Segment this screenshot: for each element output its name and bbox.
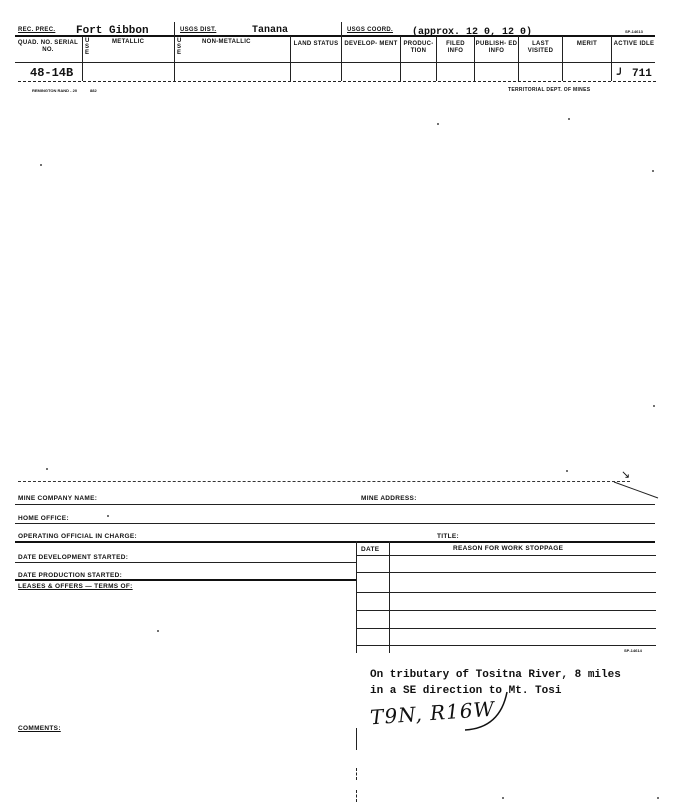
rec-prec-label: REC. PREC. (18, 27, 56, 33)
merit-label: MERIT (576, 41, 598, 47)
date-column-label: DATE (361, 546, 380, 553)
last-visited-label: LAST VISITED (527, 41, 554, 54)
use-label-metallic: U S E (85, 38, 90, 56)
printer-label: REMINGTON RAND - 20 (32, 88, 78, 93)
quad-value: 48-14B (30, 66, 74, 80)
metallic-label: METALLIC (112, 39, 145, 45)
location-note-line1: On tributary of Tositna River, 8 miles (370, 669, 621, 681)
active-idle-value: 711 (632, 68, 652, 80)
active-idle-label: ACTIVE IDLE (613, 41, 655, 47)
published-info-label: PUBLISH- ED INFO (475, 41, 518, 54)
lower-form-number: SP-14614 (624, 648, 642, 653)
corner-tick-mark: ↘ (621, 469, 631, 481)
nonmetallic-label: NON-METALLIC (202, 39, 251, 45)
leases-label: LEASES & OFFERS — TERMS OF: (18, 583, 133, 590)
header-form-number: SP-14613 (625, 29, 643, 34)
production-label: PRODUC- TION (403, 41, 434, 54)
handwritten-underline (455, 688, 515, 738)
usgs-coord-label: USGS COORD. (347, 27, 393, 33)
mine-address-label: MINE ADDRESS: (361, 495, 417, 502)
title-label: TITLE: (437, 533, 460, 540)
rec-prec-value: Fort Gibbon (76, 25, 149, 37)
handwritten-township-note: T9N, R16W (369, 696, 496, 730)
printer-code: 882 (90, 88, 97, 93)
usgs-coord-value: (approx. 12 0, 12 0) (412, 27, 533, 38)
land-status-label: LAND STATUS (293, 41, 339, 47)
home-office-label: HOME OFFICE: (18, 515, 69, 522)
corner-curve (612, 478, 662, 500)
agency-label: TERRITORIAL DEPT. OF MINES (508, 87, 591, 93)
filed-info-label: FILED INFO (446, 41, 465, 54)
location-note-line2: in a SE direction to Mt. Tosi (370, 685, 562, 697)
usgs-dist-value: Tanana (252, 25, 289, 36)
use-label-nonmetallic: U S E (177, 38, 182, 56)
comments-label: COMMENTS: (18, 725, 61, 732)
reason-column-label: REASON FOR WORK STOPPAGE (453, 545, 564, 552)
mine-company-label: MINE COMPANY NAME: (18, 495, 98, 502)
quad-serial-label: QUAD. NO. SERIAL NO. (17, 40, 79, 53)
development-label: DEVELOP- MENT (344, 41, 398, 47)
usgs-dist-label: USGS DIST. (180, 27, 217, 33)
date-production-label: DATE PRODUCTION STARTED: (18, 572, 123, 579)
date-development-label: DATE DEVELOPMENT STARTED: (18, 554, 129, 561)
operating-official-label: OPERATING OFFICIAL IN CHARGE: (18, 533, 137, 540)
idle-circle-mark: ╯ (617, 69, 624, 81)
